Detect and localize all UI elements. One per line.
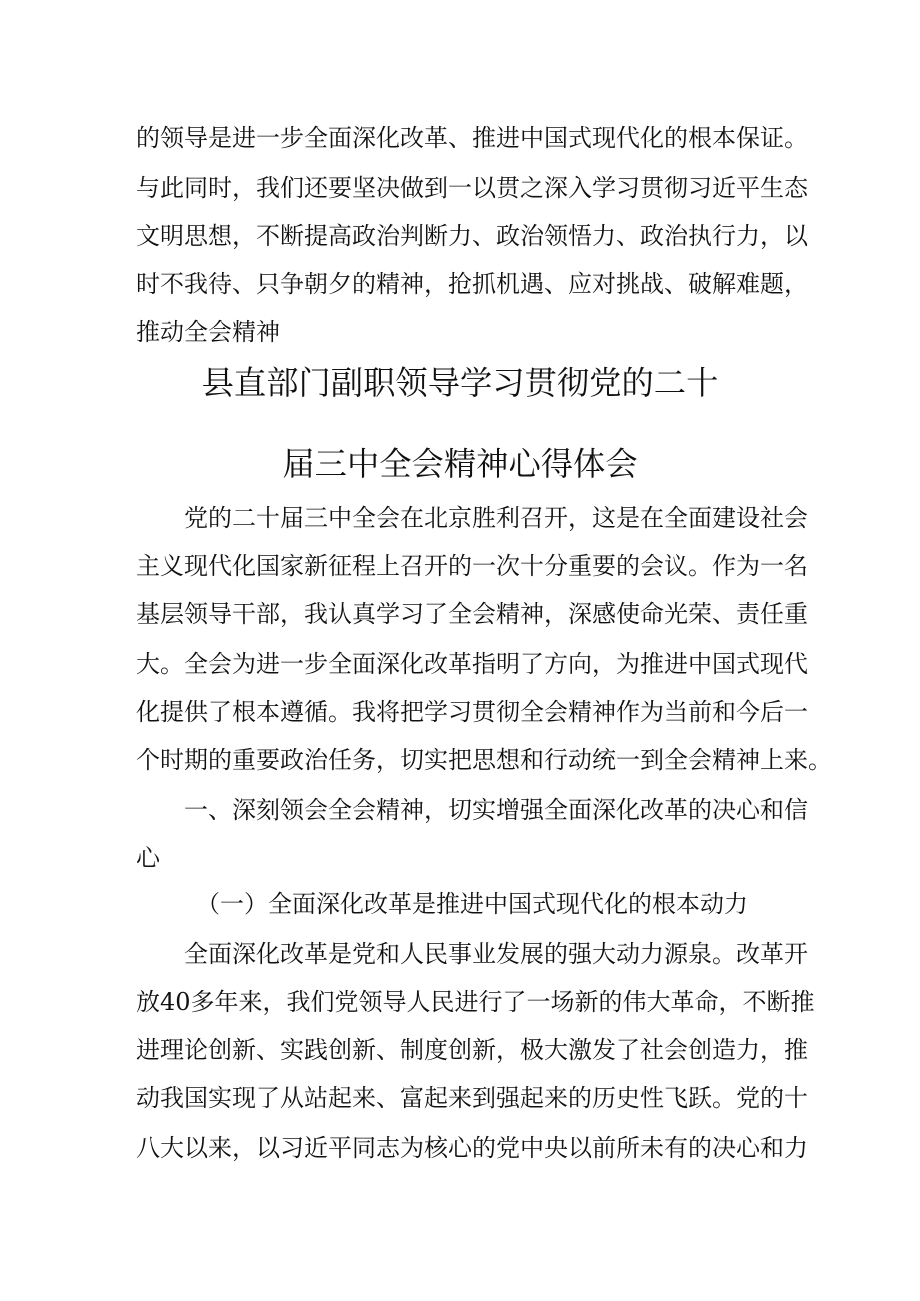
- intro-line-4: 时不我待、只争朝夕的精神，抢抓机遇、应对挑战、破解难题，: [136, 270, 808, 298]
- document-title-line-2: 届三中全会精神心得体会: [282, 445, 638, 483]
- intro-line-2: 与此同时，我们还要坚决做到一以贯之深入学习贯彻习近平生态: [136, 174, 808, 202]
- section-heading-line-2: 心: [136, 844, 160, 872]
- document-title-line-1: 县直部门副职领导学习贯彻党的二十: [201, 364, 719, 402]
- section-heading-line-1: 一、深刻领会全会精神，切实增强全面深化改革的决心和信: [184, 796, 808, 824]
- body-line-4: 大。全会为进一步全面深化改革指明了方向，为推进中国式现代: [136, 650, 808, 678]
- body-line-10: 动我国实现了从站起来、富起来到强起来的历史性飞跃。党的十: [136, 1084, 808, 1112]
- body-line-3: 基层领导干部，我认真学习了全会精神，深感使命光荣、责任重: [136, 600, 808, 628]
- body-line-6: 个时期的重要政治任务，切实把思想和行动统一到全会精神上来。: [136, 746, 832, 774]
- body-line-7: 全面深化改革是党和人民事业发展的强大动力源泉。改革开: [184, 940, 808, 968]
- body-line-8: 放40多年来，我们党领导人民进行了一场新的伟大革命，不断推: [136, 988, 815, 1016]
- body-line-11: 八大以来，以习近平同志为核心的党中央以前所未有的决心和力: [136, 1134, 808, 1162]
- body-line-1: 党的二十届三中全会在北京胜利召开，这是在全面建设社会: [184, 504, 808, 532]
- intro-line-3: 文明思想，不断提高政治判断力、政治领悟力、政治执行力，以: [136, 222, 808, 250]
- intro-line-5: 推动全会精神: [136, 318, 280, 346]
- body-line-5: 化提供了根本遵循。我将把学习贯彻全会精神作为当前和今后一: [136, 698, 808, 726]
- subsection-heading: （一）全面深化改革是推进中国式现代化的根本动力: [196, 890, 748, 918]
- body-line-2: 主义现代化国家新征程上召开的一次十分重要的会议。作为一名: [136, 552, 808, 580]
- body-line-9: 进理论创新、实践创新、制度创新，极大激发了社会创造力，推: [136, 1036, 808, 1064]
- intro-line-1: 的领导是进一步全面深化改革、推进中国式现代化的根本保证。: [136, 124, 808, 152]
